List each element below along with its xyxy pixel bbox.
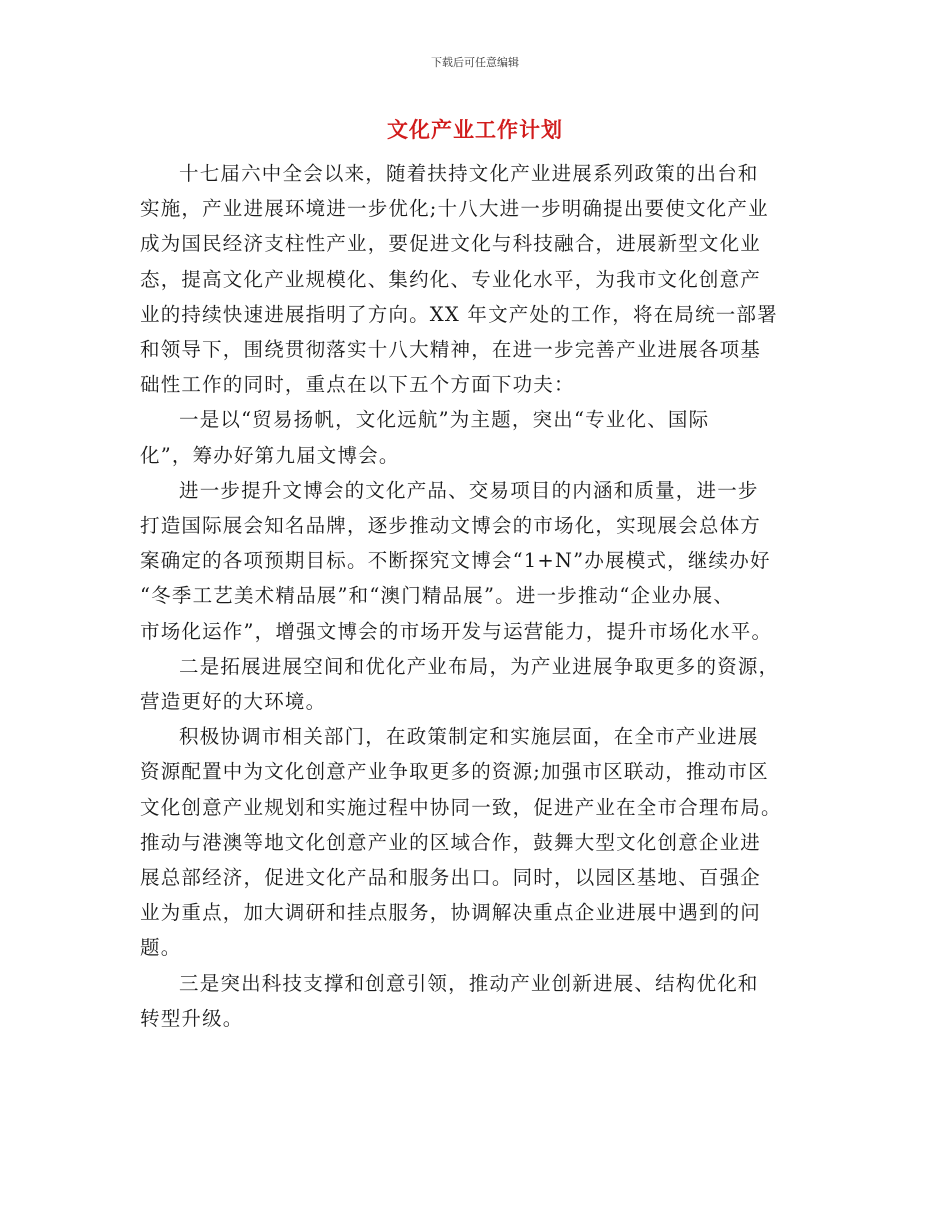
text-line: 十七届六中全会以来，随着扶持文化产业进展系列政策的出台和 [179, 162, 759, 185]
text-line: 一是以“贸易扬帆，文化远航”为主题，突出“专业化、国际 [179, 408, 710, 432]
text-line: 案确定的各项预期目标。不断探究文博会“1+N”办展模式，继续办好 [140, 549, 771, 573]
text-line: “冬季工艺美术精品展”和“澳门精品展”。进一步推动“企业办展、 [140, 584, 735, 608]
document-body [140, 156, 810, 1036]
text-line: 营造更好的大环境。 [140, 690, 327, 714]
text-line: 打造国际展会知名品牌，逐步推动文博会的市场化，实现展会总体方 [140, 514, 762, 538]
paragraph-item-two [140, 649, 810, 719]
header-note: 下载后可任意编辑 [431, 56, 519, 69]
paragraph-item-one-detail [140, 473, 810, 649]
text-line: 转型升级。 [140, 1006, 244, 1030]
text-line: 三是突出科技支撑和创意引领，推动产业创新进展、结构优化和 [179, 971, 759, 995]
text-line: 推动与港澳等地文化创意产业的区域合作，鼓舞大型文化创意企业进 [140, 830, 762, 854]
text-line: 和领导下，围绕贯彻落实十八大精神，在进一步完善产业进展各项基 [140, 338, 762, 362]
text-line: 题。 [140, 936, 182, 960]
text-line: 础性工作的同时，重点在以下五个方面下功夫： [140, 373, 575, 397]
text-line: 积极协调市相关部门，在政策制定和实施层面，在全市产业进展 [179, 725, 759, 749]
text-line: 展总部经济，促进文化产品和服务出口。同时，以园区基地、百强企 [140, 866, 762, 890]
text-line: 二是拓展进展空间和优化产业布局，为产业进展争取更多的资源， [179, 654, 780, 678]
text-line: 业为重点，加大调研和挂点服务，协调解决重点企业进展中遇到的问 [140, 901, 762, 925]
text-line: 化”，筹办好第九届文博会。 [140, 443, 400, 467]
paragraph-item-two-detail [140, 719, 810, 965]
text-line: 态，提高文化产业规模化、集约化、专业化水平，为我市文化创意产 [140, 267, 762, 291]
text-line: 资源配置中为文化创意产业争取更多的资源;加强市区联动，推动市区 [140, 760, 769, 784]
paragraph-item-three [140, 966, 810, 1036]
document-title: 文化产业工作计划 [387, 117, 563, 142]
paragraph-item-one [140, 402, 810, 472]
text-line: 进一步提升文博会的文化产品、交易项目的内涵和质量，进一步 [179, 478, 759, 502]
text-line: 市场化运作”，增强文博会的市场开发与运营能力，提升市场化水平。 [140, 619, 773, 643]
text-line: 文化创意产业规划和实施过程中协同一致，促进产业在全市合理布局。 [140, 795, 782, 819]
text-line: 业的持续快速进展指明了方向。XX 年文产处的工作，将在局统一部署 [140, 302, 778, 326]
text-line: 实施，产业进展环境进一步优化;十八大进一步明确提出要使文化产业 [140, 197, 769, 221]
paragraph-intro [140, 156, 810, 402]
text-line: 成为国民经济支柱性产业，要促进文化与科技融合，进展新型文化业 [140, 232, 762, 256]
